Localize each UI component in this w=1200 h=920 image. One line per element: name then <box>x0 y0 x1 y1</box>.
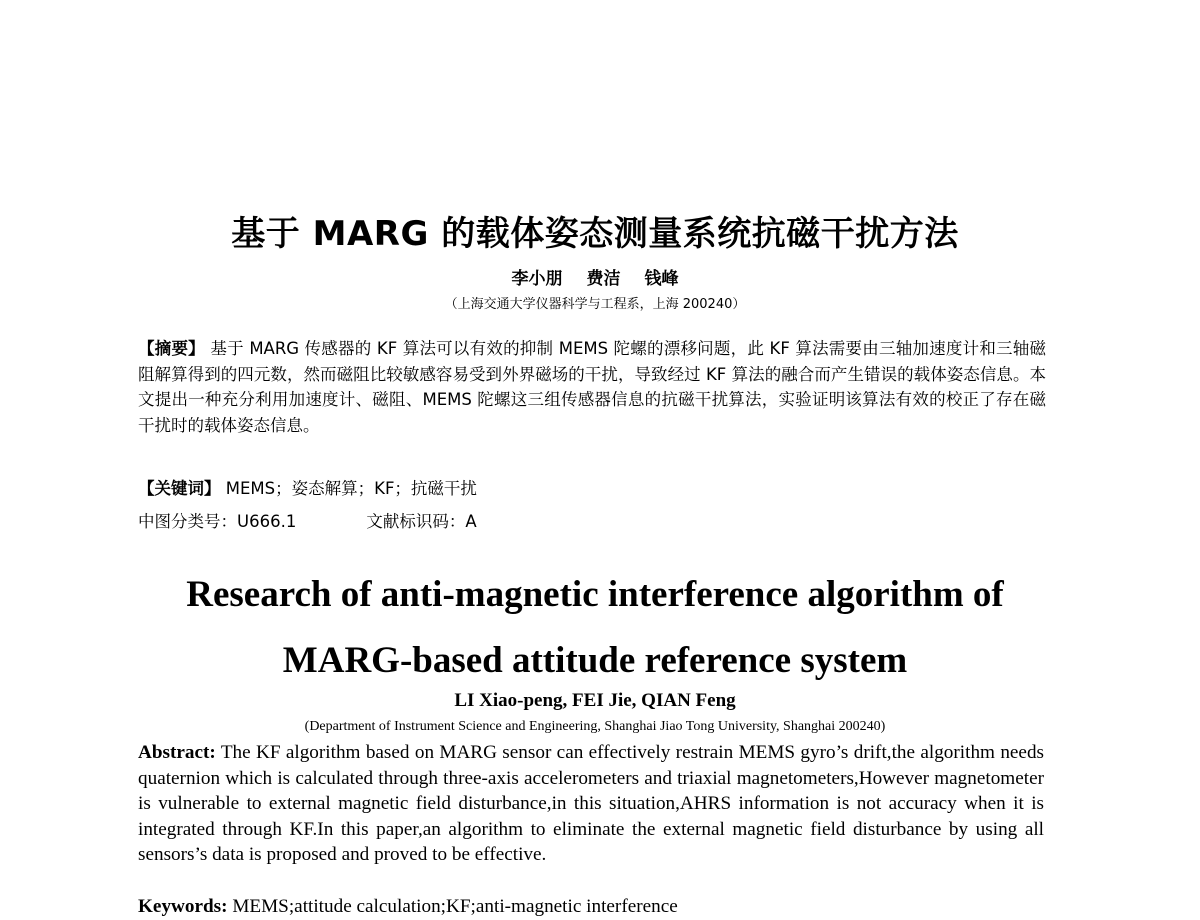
classification-number: 中图分类号：U666.1 <box>138 512 297 531</box>
chinese-affiliation: （上海交通大学仪器科学与工程系，上海 200240） <box>444 297 746 312</box>
english-title <box>0 562 1190 694</box>
english-title-line-1: Research of anti-magnetic interference algorithm of <box>186 574 1004 615</box>
chinese-title: 基于 MARG 的载体姿态测量系统抗磁干扰方法 <box>231 214 959 254</box>
chinese-keywords-label: 【关键词】 <box>138 479 221 498</box>
english-abstract-text: The KF algorithm based on MARG sensor can effectively restrain MEMS gyro’s drift,the algorithm needs quaternion which is calculated through three-axis accelerometers and triaxial magnetometers,However magnetometer is vulnerable to external magnetic field disturbance,in this situation,AHRS information is not accuracy when it is integrated through KF.In this paper,an algorithm to eliminate the external magnetic field disturbance by using all sensors’s data is proposed and proved to be effective. <box>138 742 1045 866</box>
author-1: 李小朋 <box>511 269 563 289</box>
chinese-keywords <box>138 476 1046 501</box>
document-code: 文献标识码：A <box>366 512 477 531</box>
chinese-abstract-label: 【摘要】 <box>138 339 205 358</box>
english-abstract <box>138 740 1044 868</box>
chinese-authors <box>0 264 1190 289</box>
chinese-keywords-text: MEMS；姿态解算；KF；抗磁干扰 <box>225 479 477 498</box>
author-3: 钱峰 <box>644 269 679 289</box>
english-authors: LI Xiao-peng, FEI Jie, QIAN Feng <box>454 690 736 711</box>
chinese-abstract <box>138 336 1046 438</box>
english-keywords-text: MEMS;attitude calculation;KF;anti-magnetic interference <box>232 896 678 917</box>
chinese-abstract-text: 基于 MARG 传感器的 KF 算法可以有效的抑制 MEMS 陀螺的漂移问题，此 KF 算法需要由三轴加速度计和三轴磁阻解算得到的四元数，然而磁阻比较敏感容易受到外界磁场的干扰，导致经过 KF 算法的融合而产生错误的载体姿态信息。本文提出一种充分利用加速度计、磁阻、MEMS 陀螺这三组传感器信息的抗磁干扰算法，实验证明该算法有效的校正了存在磁干扰时的载体姿态信息。 <box>138 339 1047 435</box>
english-affiliation: (Department of Instrument Science and Engineering, Shanghai Jiao Tong University, Shanghai 200240) <box>304 719 886 734</box>
english-title-line-2: MARG-based attitude reference system <box>282 640 908 681</box>
classification-line <box>138 509 1046 534</box>
english-keywords <box>138 895 1044 919</box>
author-2: 费洁 <box>586 269 621 289</box>
english-keywords-label: Keywords: <box>138 896 228 917</box>
english-abstract-label: Abstract: <box>138 742 216 763</box>
